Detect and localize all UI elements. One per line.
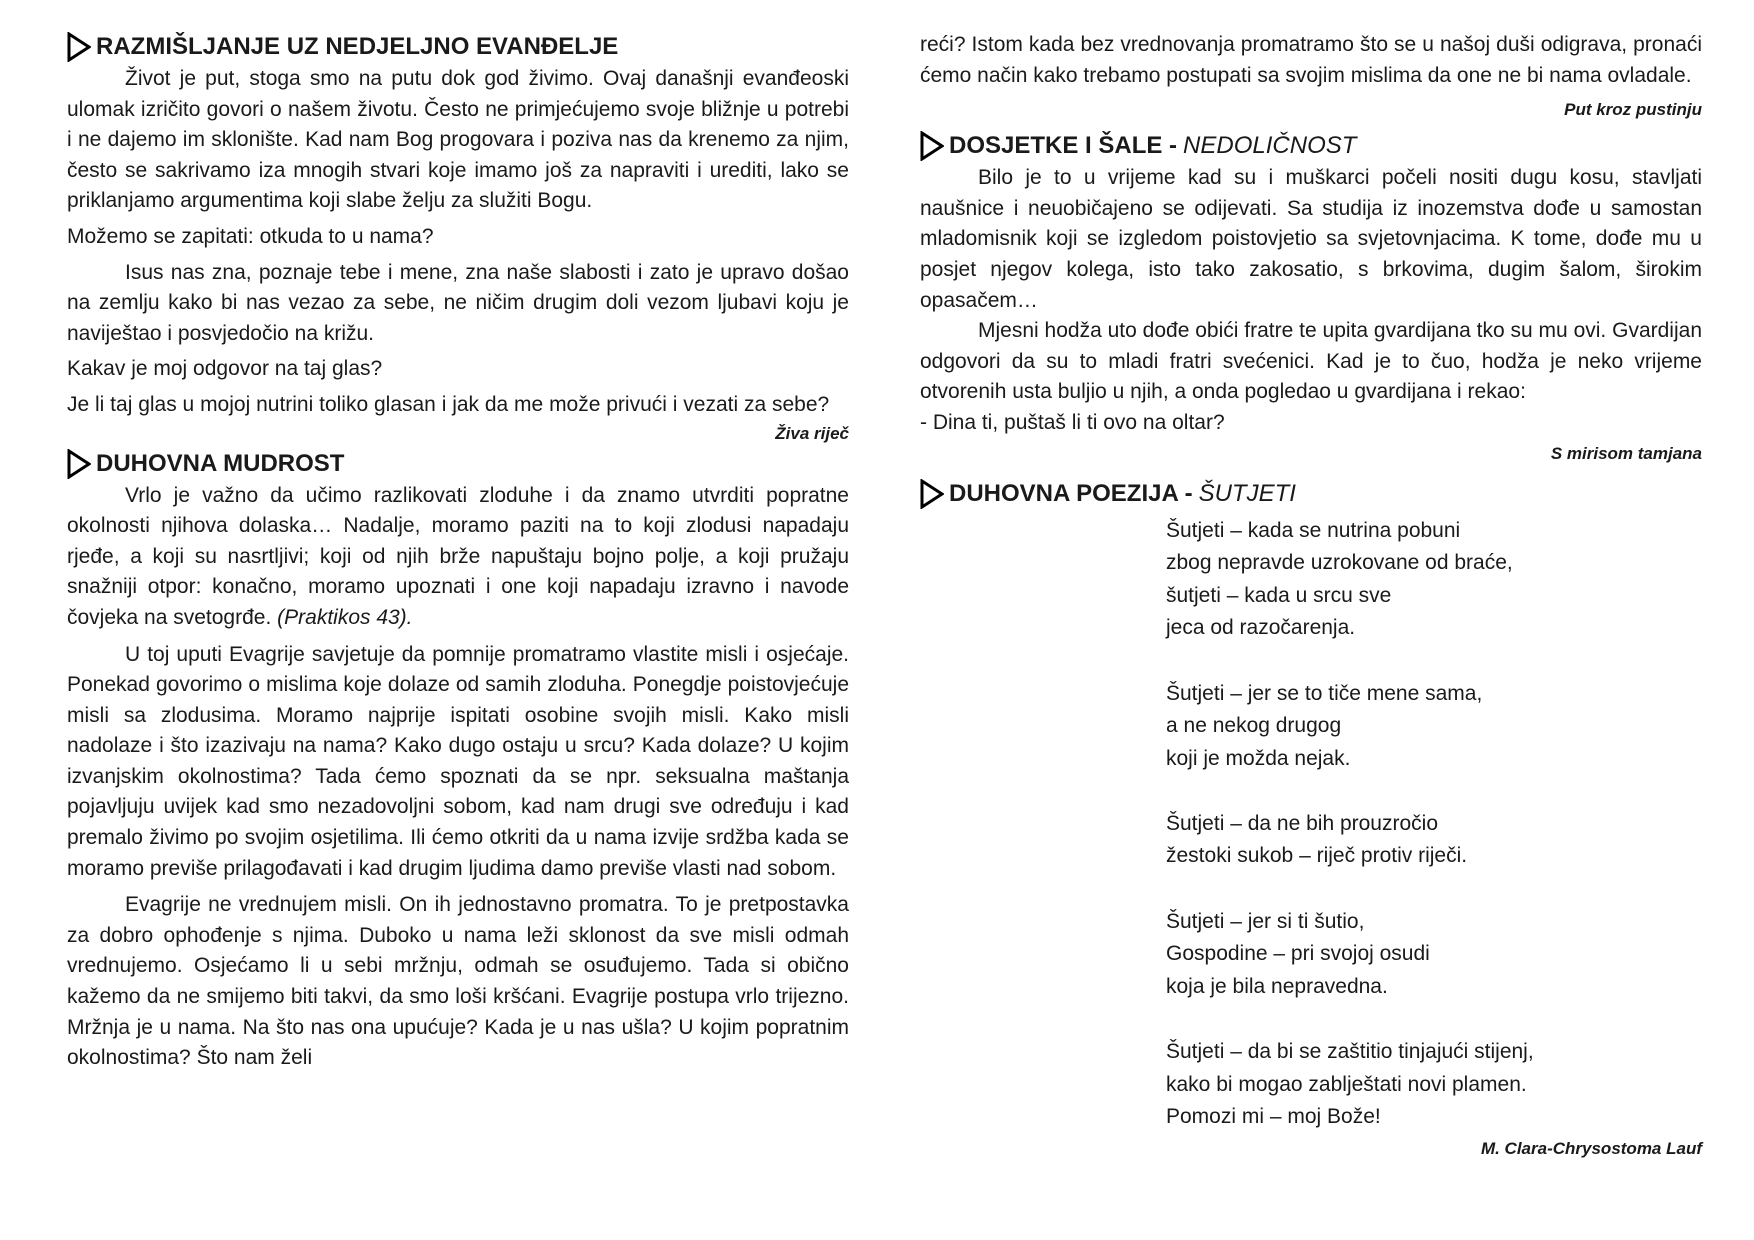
source-citation: M. Clara-Chrysostoma Lauf	[1480, 1138, 1702, 1158]
section-subtitle: ŠUTJETI	[1198, 479, 1296, 507]
paragraph	[67, 481, 849, 634]
reference: (Praktikos 43).	[277, 605, 413, 629]
stanza-break	[1166, 775, 1702, 808]
section-subtitle: NEDOLIČNOST	[1183, 132, 1357, 160]
poem-line: Šutjeti – da bi se zaštitio tinjajući stijenj,	[1166, 1040, 1534, 1064]
paragraph: Isus nas zna, poznaje tebe i mene, zna naše slabosti i zato je upravo došao na zemlju kako bi nas vezao za sebe, ne ničim drugim doli vezom ljubavi koju je naviještao i posvjedočio na križu.	[67, 260, 849, 345]
poem	[1166, 515, 1702, 1134]
paragraph-text: Vrlo je važno da učimo razlikovati zloduhe i da znamo utvrditi popratne okolnosti njihova dolaska… Nadalje, moramo paziti na to koji zlodusi napadaju rjeđe, a koji su nasrtljivi; koji od njih brže napuštaju bojno polje, a koji pružaju snažniji otpor: konačno, moramo upoznati i one koji napadaju izravno i navode čovjeka na svetogrđe.	[67, 483, 849, 629]
poem-line: Šutjeti – jer se to tiče mene sama,	[1166, 681, 1483, 705]
poem-line: šutjeti – kada u srcu sve	[1166, 583, 1392, 607]
source-citation: Živa riječ	[775, 423, 849, 443]
section-heading-mudrost	[67, 447, 849, 481]
poem-line: jeca od razočarenja.	[1166, 616, 1356, 640]
triangle-bullet-icon	[920, 479, 944, 509]
paragraph: Kakav je moj odgovor na taj glas?	[67, 357, 383, 381]
section-heading-dosjetke	[920, 129, 1702, 163]
poem-line: koji je možda nejak.	[1166, 746, 1351, 770]
paragraph: Je li taj glas u mojoj nutrini toliko glasan i jak da me može privući i vezati za sebe?	[67, 392, 830, 416]
paragraph-continued: reći? Istom kada bez vrednovanja promatramo što se u našoj duši odigrava, pronaći ćemo način kako trebamo postupati sa svojim mislima da one ne bi nama ovladale.	[920, 33, 1702, 87]
section-title: DUHOVNA MUDROST	[96, 449, 345, 477]
section-title: RAZMIŠLJANJE UZ NEDJELJNO EVANĐELJE	[96, 33, 619, 60]
paragraph: U toj uputi Evagrije savjetuje da pomnije promatramo vlastite misli i osjećaje. Ponekad govorimo o mislima koje dolaze od samih zloduha. Ponegdje poistovjećuje misli sa zlodusima. Moramo najprije ispitati osobine svojih misli. Kako misli nadolaze i što izazivaju na nama? Kako dugo ostaju u srcu? Kada dolaze? U kojim izvanjskim okolnostima? Tada ćemo spoznati da se npr. seksualna maštanja pojavljuju uvijek kad smo nezadovoljni sobom, kad nam drugi sve određuju i kad premalo živimo po svojim osjetilima. Ili ćemo otkriti da u nama izvije srdžba kada se moramo previše prilagođavati i kad drugim ljudima damo previše vlasti nad sobom.	[67, 642, 849, 880]
poem-line: Pomozi mi – moj Bože!	[1166, 1105, 1381, 1129]
poem-line: kako bi mogao zablještati novi plamen.	[1166, 1072, 1527, 1096]
paragraph: Bilo je to u vrijeme kad su i muškarci počeli nositi dugu kosu, stavljati naušnice i neuobičajeno se odijevati. Sa studija iz inozemstva dođe u samostan mladomisnik koji se izgledom poistovjetio sa svjetovnjacima. K tome, dođe mu u posjet njegov kolega, isto tako zakosatio, s brkovima, dugim šalom, širokim opasačem…	[920, 166, 1702, 312]
section-heading-evangelje	[67, 30, 849, 64]
paragraph: Život je put, stoga smo na putu dok god živimo. Ovaj današnji evanđeoski ulomak izričito govori o našem životu. Često ne primjećujemo svoje bližnje u potrebi i ne dajemo im sklonište. Kad nam Bog progovara i poziva nas da krenemo za njim, često se sakrivamo iza mnogih stvari koje imamo još za napraviti i urediti, lako se priklanjamo argumentima koji slabe želju za služiti Bogu.	[67, 67, 849, 213]
triangle-bullet-icon	[67, 449, 91, 479]
stanza-break	[1166, 873, 1702, 906]
poem-line: zbog nepravde uzrokovane od braće,	[1166, 551, 1513, 575]
stanza-break	[1166, 1003, 1702, 1036]
paragraph: Možemo se zapitati: otkuda to u nama?	[67, 224, 434, 248]
triangle-bullet-icon	[67, 32, 91, 62]
paragraph: Mjesni hodža uto dođe obići fratre te upita gvardijana tko su mu ovi. Gvardijan odgovori da su to mladi fratri svećenici. Kad je to čuo, hodža je neko vrijeme otvorenih usta buljio u njih, a onda pogledao u gvardijana i rekao:	[920, 319, 1702, 404]
poem-line: Šutjeti – jer si ti šutio,	[1166, 909, 1365, 933]
paragraph: - Dina ti, puštaš li ti ovo na oltar?	[920, 410, 1225, 434]
poem-line: žestoki sukob – riječ protiv riječi.	[1166, 844, 1468, 868]
stanza-break	[1166, 645, 1702, 678]
paragraph: Evagrije ne vrednujem misli. On ih jednostavno promatra. To je pretpostavka za dobro ophođenje s njima. Duboko u nama leži sklonost da sve misli odmah vrednujemo. Osjećamo li u sebi mržnju, odmah se osuđujemo. Tada si obično kažemo da ne smijemo biti takvi, da smo loši kršćani. Evagrije postupa vrlo trijezno. Mržnja je u nama. Na što nas ona upućuje? Kada je u nas ušla? U kojim popratnim okolnostima? Što nam želi	[67, 893, 849, 1070]
left-column	[67, 30, 849, 1074]
section-title: DUHOVNA POEZIJA -	[949, 479, 1193, 507]
poem-line: Šutjeti – kada se nutrina pobuni	[1166, 518, 1461, 542]
section-title: DOSJETKE I ŠALE -	[949, 132, 1178, 160]
source-citation: Put kroz pustinju	[1564, 100, 1702, 120]
poem-line: Šutjeti – da ne bih prouzročio	[1166, 811, 1439, 835]
source-citation: S mirisom tamjana	[1550, 443, 1702, 463]
poem-line: a ne nekog drugog	[1166, 714, 1342, 738]
triangle-bullet-icon	[920, 131, 944, 161]
section-heading-poezija	[920, 477, 1702, 511]
poem-line: Gospodine – pri svojoj osudi	[1166, 942, 1430, 966]
right-column	[920, 30, 1702, 1162]
poem-line: koja je bila nepravedna.	[1166, 974, 1388, 998]
